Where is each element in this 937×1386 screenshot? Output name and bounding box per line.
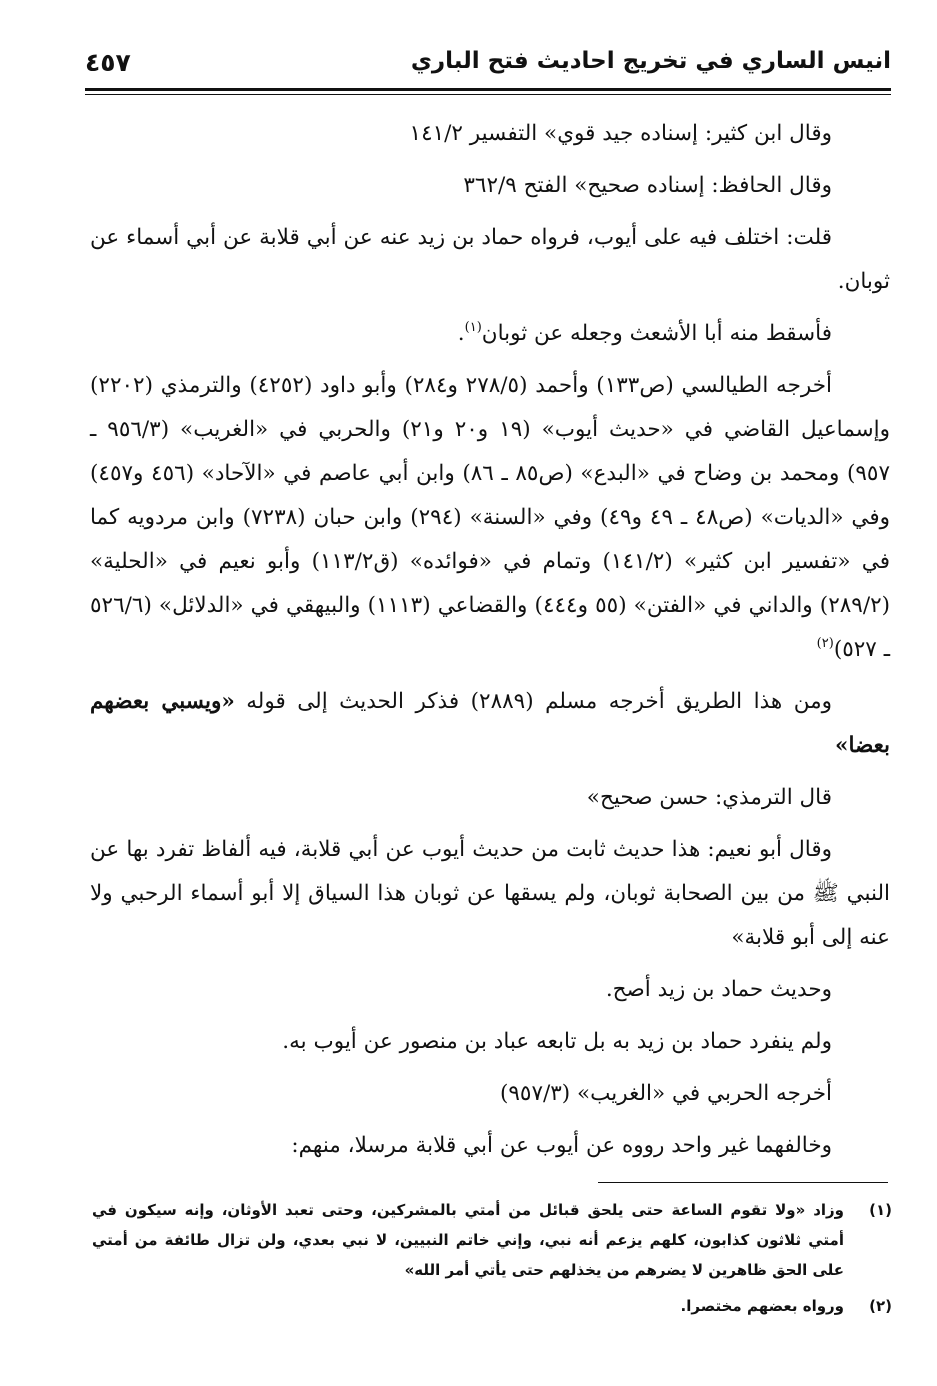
paragraph-text: قلت: اختلف فيه على أيوب، فرواه حماد بن زيد عنه عن أبي قلابة عن أبي أسماء عن ثوبان. — [90, 225, 890, 294]
footnote-1 — [92, 1195, 892, 1285]
paragraph-text: وقال الحافظ: إسناده صحيح» الفتح ٣٦٢/٩ — [463, 173, 832, 198]
paragraph-asqata — [90, 312, 890, 356]
paragraph-text: أخرجه الحربي في «الغريب» (٩٥٧/٣) — [499, 1081, 832, 1106]
page-header — [85, 40, 891, 92]
header-rule-thin — [85, 94, 891, 95]
paragraph-takhrij — [90, 364, 890, 672]
paragraph-text: ولم ينفرد حماد بن زيد به بل تابعه عباد بن منصور عن أيوب به. — [282, 1029, 832, 1054]
paragraph-muslim — [90, 680, 890, 768]
paragraph-text: قال الترمذي: حسن صحيح» — [586, 785, 832, 810]
footnote-ref-1: (١) — [464, 320, 482, 335]
footnote-text: وزاد «ولا تقوم الساعة حتى يلحق قبائل من أمتي بالمشركين، وحتى تعبد الأوثان، وإنه سيكون في أمتي ثلاثون كذابون، كلهم يزعم أنه نبي، وإني خاتم النبيين، لا نبي بعدي، ولن تزال طائفة من أمتي على الحق ظاهرين لا يضرهم من يخذلهم حتى يأتي أمر الله» — [92, 1201, 844, 1279]
footnote-text: ورواه بعضهم مختصرا. — [680, 1297, 844, 1315]
paragraph-abu-nuaym — [90, 828, 890, 960]
paragraph-hammad-asah — [90, 968, 890, 1012]
main-text — [90, 112, 890, 1176]
paragraph-text: ومن هذا الطريق أخرجه مسلم (٢٨٨٩) فذكر الحديث إلى قوله — [234, 689, 832, 714]
paragraph-text: وقال أبو نعيم: هذا حديث ثابت من حديث أيوب عن أبي قلابة، فيه ألفاظ تفرد بها عن النبي ﷺ من بين الصحابة ثوبان، ولم يسقها عن ثوبان هذا السياق إلا أبو أسماء الرحبي ولا عنه إلى أبو قلابة» — [90, 837, 890, 950]
paragraph-ibn-kathir — [90, 112, 890, 156]
running-title: انيس الساري في تخريج احاديث فتح الباري — [410, 48, 891, 74]
footnotes — [92, 1195, 892, 1327]
header-rule — [85, 88, 891, 91]
paragraph-text: فأسقط منه أبا الأشعث وجعله عن ثوبان — [481, 321, 832, 346]
footnote-2 — [92, 1291, 892, 1321]
paragraph-khalafahuma — [90, 1124, 890, 1168]
footnote-separator — [598, 1182, 888, 1183]
footnote-ref-2: (٢) — [816, 636, 834, 651]
footnote-number: (٢) — [869, 1297, 892, 1315]
paragraph-text: أخرجه الطيالسي (ص١٣٣) وأحمد (٢٧٨/٥ و٢٨٤) وأبو داود (٤٢٥٢) والترمذي (٢٢٠٢) وإسماعيل القاضي في «حديث أيوب» (١٩ و٢٠ و٢١) والحربي في «الغريب» (٩٥٦/٣ ـ ٩٥٧) ومحمد بن وضاح في «البدع» (ص٨٥ ـ ٨٦) وابن أبي عاصم في «الآحاد» (٤٥٦ و٤٥٧) وفي «الديات» (ص٤٨ ـ ٤٩ و٤٩) وفي «السنة» (٢٩٤) وابن حبان (٧٢٣٨) وابن مردويه كما في «تفسير ابن كثير» (١٤١/٢) وتمام في «فوائده» (ق١١٣/٢) وأبو نعيم في «الحلية» (٢٨٩/٢) والداني في «الفتن» (٥٥ و٤٤٤) والقضاعي (١١١٣) والبيهقي في «الدلائل» (٥٢٦/٦ ـ ٥٢٧) — [90, 373, 891, 662]
page-number: ٤٥٧ — [85, 48, 131, 77]
paragraph-al-hafiz — [90, 164, 890, 208]
paragraph-text: وخالفهما غير واحد رووه عن أيوب عن أبي قلابة مرسلا، منهم: — [291, 1133, 832, 1158]
paragraph-suffix: . — [457, 321, 465, 346]
paragraph-bold-quote: «ويسبي بعضهم بعضا» — [90, 689, 890, 758]
paragraph-harbi — [90, 1072, 890, 1116]
paragraph-text: وقال ابن كثير: إسناده جيد قوي» التفسير ١٤١/٢ — [409, 121, 832, 146]
paragraph-qultu — [90, 216, 890, 304]
paragraph-tirmidhi — [90, 776, 890, 820]
paragraph-lam-yanfarid — [90, 1020, 890, 1064]
paragraph-text: وحديث حماد بن زيد أصح. — [605, 977, 832, 1002]
footnote-number: (١) — [869, 1201, 892, 1219]
